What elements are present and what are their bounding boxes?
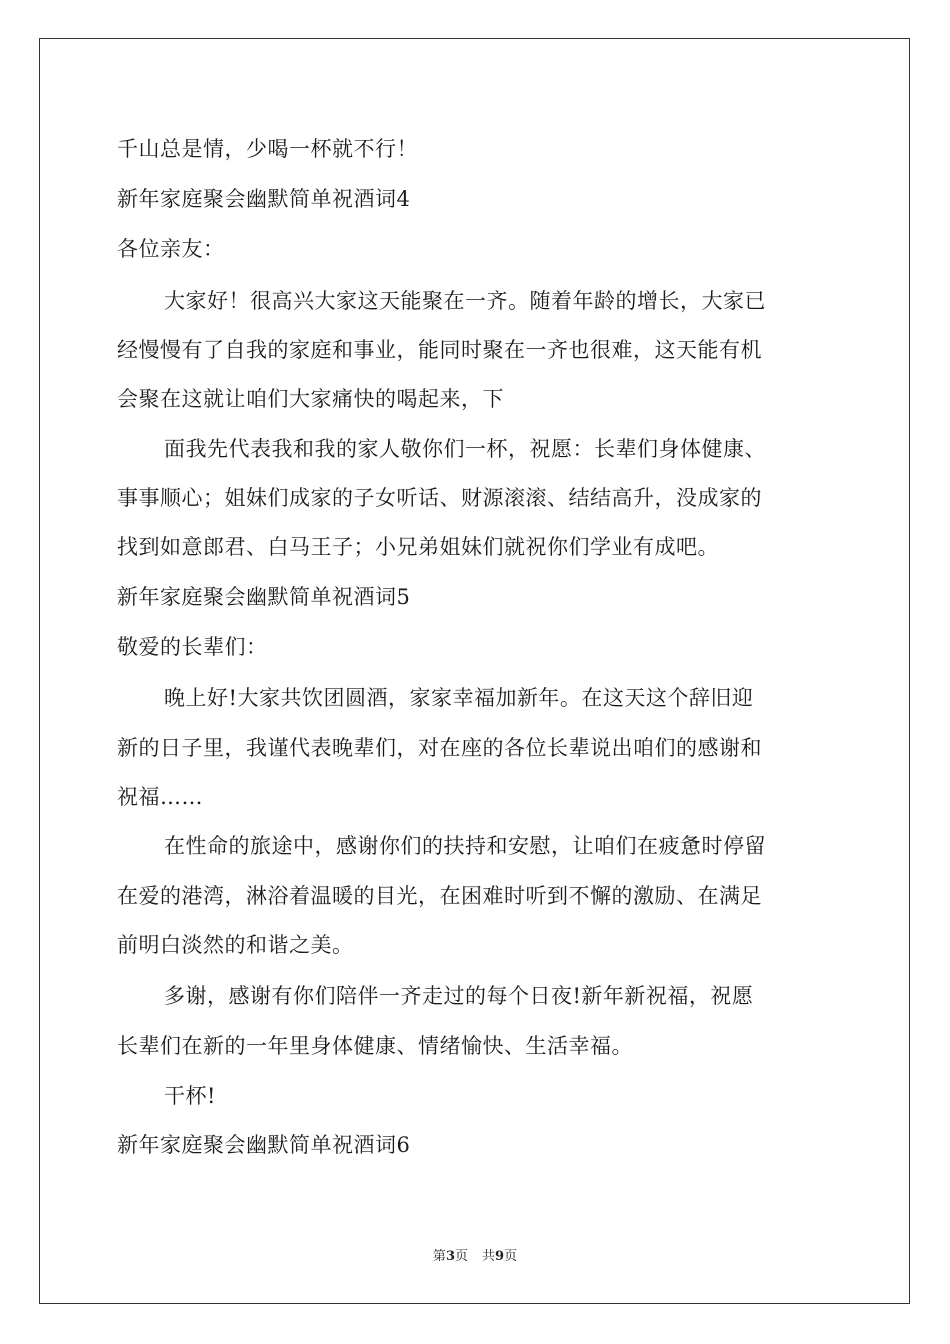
total-suffix: 页: [504, 1249, 518, 1264]
paragraph-line: 经慢慢有了自我的家庭和事业，能同时聚在一齐也很难，这天能有机: [117, 338, 762, 362]
salutation: 敬爱的长辈们：: [117, 635, 268, 659]
paragraph-line: 找到如意郎君、白马王子；小兄弟姐妹们就祝你们学业有成吧。: [117, 535, 719, 559]
toast-closing: 干杯!: [164, 1084, 216, 1108]
text-line: 千山总是情，少喝一杯就不行！: [117, 137, 418, 161]
page-suffix: 页: [454, 1249, 468, 1264]
page-footer: [0, 1249, 950, 1265]
total-pages: 9: [495, 1249, 505, 1264]
paragraph-line: 前明白淡然的和谐之美。: [117, 933, 354, 957]
total-prefix: 共: [482, 1249, 496, 1264]
paragraph-line: 长辈们在新的一年里身体健康、情绪愉快、生活幸福。: [117, 1034, 633, 1058]
section-heading-5: 新年家庭聚会幽默简单祝酒词5: [117, 585, 411, 609]
paragraph-line: 面我先代表我和我的家人敬你们一杯，祝愿：长辈们身体健康、: [164, 437, 766, 461]
paragraph-line: 晚上好!大家共饮团圆酒，家家幸福加新年。在这天这个辞旧迎: [164, 686, 754, 710]
paragraph-line: 大家好！很高兴大家这天能聚在一齐。随着年龄的增长，大家已: [164, 289, 766, 313]
paragraph-line: 事事顺心；姐妹们成家的子女听话、财源滚滚、结结高升，没成家的: [117, 486, 762, 510]
section-heading-4: 新年家庭聚会幽默简单祝酒词4: [117, 187, 411, 211]
paragraph-line: 在爱的港湾，淋浴着温暖的目光，在困难时听到不懈的激励、在满足: [117, 884, 762, 908]
page-border: [39, 38, 910, 1304]
salutation: 各位亲友：: [117, 237, 225, 261]
paragraph-line: 新的日子里，我谨代表晚辈们，对在座的各位长辈说出咱们的感谢和: [117, 736, 762, 760]
paragraph-line: 会聚在这就让咱们大家痛快的喝起来，下: [117, 387, 504, 411]
paragraph-line: 在性命的旅途中，感谢你们的扶持和安慰，让咱们在疲惫时停留: [164, 834, 766, 858]
paragraph-line: 祝福……: [117, 785, 203, 809]
paragraph-line: 多谢，感谢有你们陪伴一齐走过的每个日夜!新年新祝福，祝愿: [164, 984, 754, 1008]
page-prefix: 第: [432, 1249, 446, 1264]
page-number: 3: [445, 1249, 455, 1264]
section-heading-6: 新年家庭聚会幽默简单祝酒词6: [117, 1133, 411, 1157]
